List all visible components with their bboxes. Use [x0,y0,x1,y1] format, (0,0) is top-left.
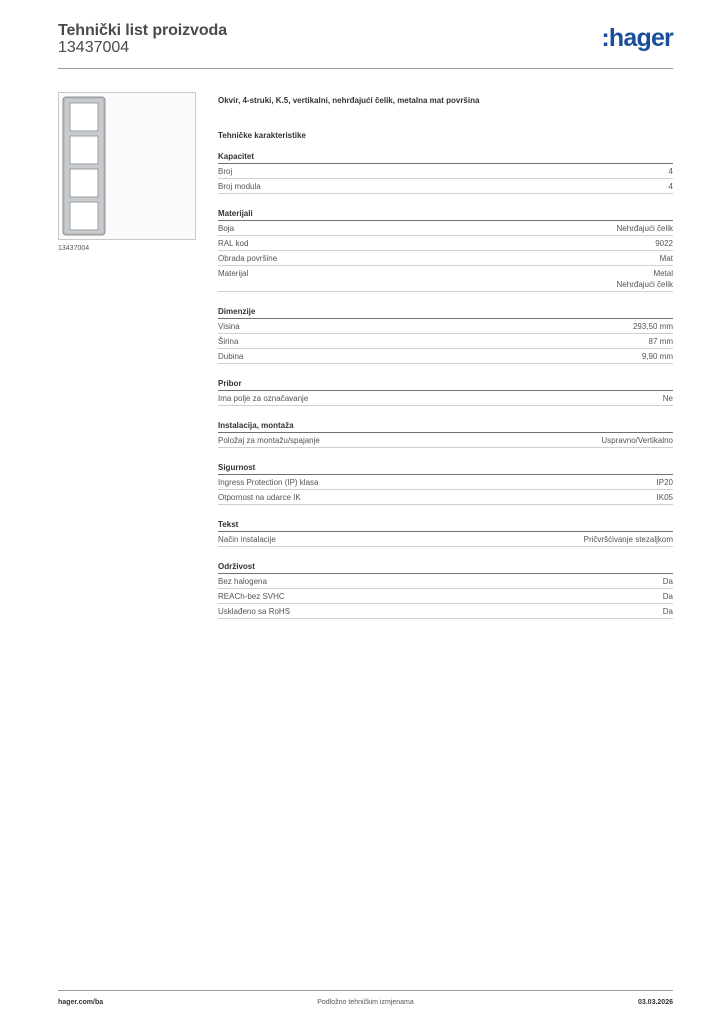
product-image [58,92,196,240]
spec-row [218,391,673,406]
spec-value-line: Nehrđajući čelik [616,224,673,233]
spec-value-line: 293,50 mm [632,322,673,331]
spec-value [663,591,673,602]
spec-value-line: Metal [653,269,673,278]
spec-value [584,534,673,545]
spec-label: Širina [218,337,239,346]
spec-value [657,492,673,503]
spec-row [218,236,673,251]
spec-row [218,164,673,179]
spec-value-line: 4 [668,167,673,176]
spec-label: Broj modula [218,182,261,191]
spec-group [218,562,673,619]
spec-value-line: 9022 [655,239,673,248]
spec-group-title: Materijali [218,209,673,221]
spec-group [218,209,673,292]
spec-value [655,238,673,249]
spec-row [218,604,673,619]
spec-group [218,379,673,406]
spec-value [669,181,673,192]
frame-illustration [62,96,108,236]
spec-value-line: Da [662,607,673,616]
section-heading: Tehničke karakteristike [218,131,306,140]
spec-label: RAL kod [218,239,249,248]
spec-value [663,606,673,617]
spec-group [218,421,673,448]
spec-group-title: Dimenzije [218,307,673,319]
logo-text: hager [608,24,673,52]
spec-label: Visina [218,322,240,331]
footer-website: hager.com/ba [58,999,104,1006]
footer-notice: Podložno tehničkim izmjenama [317,999,414,1006]
spec-label: Materijal [218,269,249,278]
spec-value [663,393,673,404]
spec-label: Otpornost na udarce IK [218,493,301,502]
product-description: Okvir, 4-struki, K.5, vertikalni, nehrđajući čelik, metalna mat površina [218,96,480,105]
spec-value-line: 4 [668,182,673,191]
spec-label: Dubina [218,352,244,361]
spec-value-line: Pričvršćivanje stezaljkom [583,535,673,544]
spec-group [218,463,673,505]
spec-value-line: 9,90 mm [641,352,673,361]
page-footer [58,990,673,1006]
page-header [58,21,673,69]
spec-label: Položaj za montažu/spajanje [218,436,320,445]
footer-date: 03.03.2026 [637,999,673,1006]
spec-value [657,477,673,488]
spec-row [218,319,673,334]
document-title: Tehnički list proizvoda [58,22,227,39]
spec-value-line: Ne [662,394,673,403]
image-caption: 13437004 [58,245,90,252]
specs-content [218,96,673,619]
spec-row [218,589,673,604]
spec-row [218,221,673,236]
spec-value-line: Da [662,592,673,601]
spec-label: Boja [218,224,235,233]
spec-value [649,336,673,347]
spec-label: Ima polje za označavanje [218,394,309,403]
spec-group-title: Održivost [218,562,673,574]
spec-groups [218,152,673,619]
spec-value [642,351,673,362]
spec-value-line: Da [662,577,673,586]
spec-group [218,307,673,364]
spec-group-title: Pribor [218,379,673,391]
spec-row [218,349,673,364]
spec-value-line: Nehrđajući čelik [616,280,673,289]
spec-label: REACh-bez SVHC [218,592,285,601]
spec-row [218,574,673,589]
hager-logo [601,26,673,51]
spec-row [218,490,673,505]
spec-row [218,433,673,448]
spec-group-title: Instalacija, montaža [218,421,673,433]
spec-group-title: Kapacitet [218,152,673,164]
spec-label: Usklađeno sa RoHS [218,607,291,616]
spec-group-title: Sigurnost [218,463,673,475]
spec-row [218,334,673,349]
spec-label: Broj [218,167,233,176]
spec-value [660,253,673,264]
spec-value-line: Uspravno/Vertikalno [601,436,673,445]
logo-colon: : [601,24,609,52]
spec-row [218,251,673,266]
spec-value-line: IK05 [656,493,673,502]
product-number: 13437004 [58,39,130,56]
spec-label: Način instalacije [218,535,276,544]
spec-label: Ingress Protection (IP) klasa [218,478,319,487]
spec-label: Bez halogena [218,577,267,586]
spec-row [218,179,673,194]
spec-value [663,576,673,587]
spec-value [617,223,673,234]
spec-group [218,520,673,547]
spec-row [218,532,673,547]
spec-row [218,475,673,490]
spec-value [617,268,673,290]
spec-value-line: 87 mm [648,337,673,346]
spec-group-title: Tekst [218,520,673,532]
spec-value [633,321,673,332]
spec-value [601,435,673,446]
spec-row [218,266,673,292]
spec-group [218,152,673,194]
spec-label: Obrada površine [218,254,278,263]
spec-value-line: Mat [659,254,673,263]
spec-value [669,166,673,177]
spec-value-line: IP20 [656,478,673,487]
